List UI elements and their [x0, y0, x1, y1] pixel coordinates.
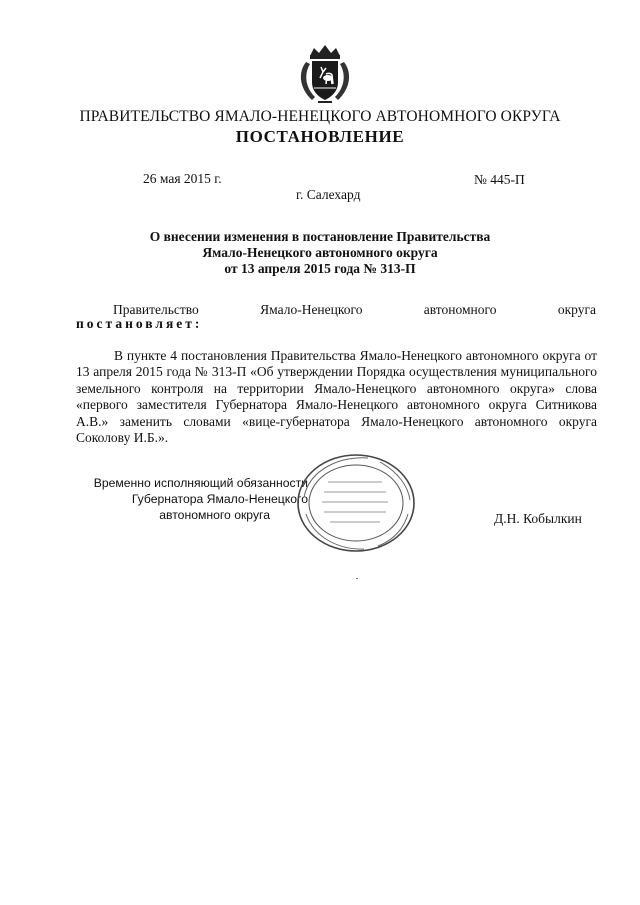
- position-line-1: Временно исполняющий обязанности: [93, 476, 308, 490]
- resolves-word: постановляет:: [76, 316, 203, 331]
- signatory-position: [70, 475, 308, 523]
- position-line-2: Губернатора Ямало-Ненецкого: [131, 492, 308, 506]
- title-line-3: от 13 апреля 2015 года № 313-П: [224, 261, 416, 276]
- title-line-2: Ямало-Ненецкого автономного округа: [202, 245, 438, 260]
- document-number: № 445-П: [474, 172, 525, 187]
- organization-name: ПРАВИТЕЛЬСТВО ЯМАЛО-НЕНЕЦКОГО АВТОНОМНОГО ОКРУГА: [79, 108, 561, 125]
- scan-speck: [356, 578, 358, 579]
- preamble-word-1: Правительство: [113, 302, 199, 317]
- title-line-1: О внесении изменения в постановление Правительства: [149, 229, 491, 244]
- official-stamp: [294, 452, 418, 554]
- coat-of-arms-emblem: [296, 42, 354, 106]
- document-date: 26 мая 2015 г.: [143, 171, 222, 186]
- document-type: ПОСТАНОВЛЕНИЕ: [235, 127, 405, 146]
- document-title: [100, 229, 540, 277]
- preamble-word-2: Ямало-Ненецкого: [260, 302, 363, 317]
- body-paragraph: В пункте 4 постановления Правительства Ямало-Ненецкого автономного округа от 13 апреля 2015 года № 313-П «Об утверждении Порядка осуществления муниципального земельного контроля на территории Ямало-Ненецкого автономного округа» слова «первого заместителя Губернатора Ямало-Ненецкого автономного округа Ситникова А.В.» заменить словами «вице-губернатора Ямало-Ненецкого автономного округа Соколову И.Б.».: [76, 348, 597, 446]
- preamble-word-4: округа: [557, 302, 596, 317]
- position-line-3: автономного округа: [159, 508, 270, 522]
- preamble-word-3: автономного: [423, 302, 497, 317]
- signatory-name: Д.Н. Кобылкин: [494, 511, 582, 526]
- document-city: г. Салехард: [296, 187, 361, 202]
